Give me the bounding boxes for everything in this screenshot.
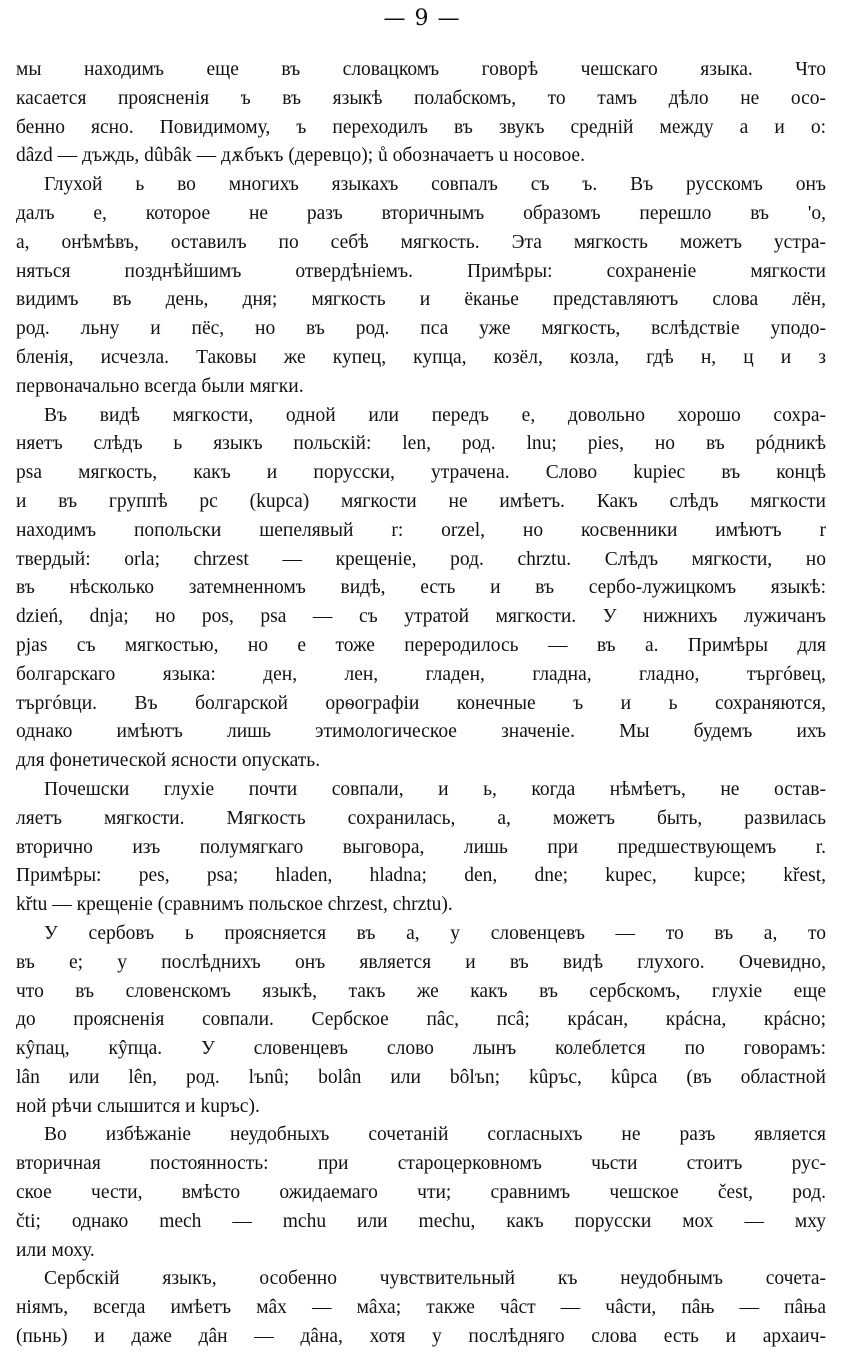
text-line: вторично изъ полумягкаго выговора, лишь при предшествующемъ r.: [16, 836, 826, 858]
text-line: въ е; у послѣднихъ онъ является и въ видѣ глухого. Очевидно,: [16, 951, 826, 973]
text-line: бленія, исчезла. Таковы же купец, купца, козёл, козла, гдѣ н, ц и з: [16, 346, 826, 368]
text-line: однако имѣютъ лишь этимологическое значеніе. Мы будемъ ихъ: [16, 721, 826, 743]
text-line: (пьнь) и даже дâн — дâна, хотя у послѣдняго слова есть и архаич-: [16, 1326, 826, 1348]
text-line: Примѣры: pes, psa; hladen, hladna; den, dne; kupec, kupce; křest,: [16, 865, 826, 887]
paragraph: [16, 171, 826, 401]
text-line: и въ группѣ pc (kupca) мягкости не имѣетъ. Какъ слѣдъ мягкости: [16, 490, 826, 512]
text-line: первоначально всегда были мягки.: [16, 375, 304, 397]
text-line: Глухой ь во многихъ языкахъ совпалъ съ ъ. Въ русскомъ онъ: [44, 174, 826, 196]
text-line: У сербовъ ь проясняется въ а, у словенцевъ — то въ а, то: [44, 922, 826, 944]
text-line: Въ видѣ мягкости, одной или передъ е, довольно хорошо сохра-: [44, 404, 826, 426]
text-line: мы находимъ еще въ словацкомъ говорѣ чешскаго языка. Что: [16, 59, 826, 80]
text-line: ляетъ мягкости. Мягкость сохранилась, а, можетъ быть, развилась: [16, 807, 826, 829]
text-line: въ нѣсколько затемненномъ видѣ, есть и въ сербо-лужицкомъ языкѣ:: [16, 577, 826, 599]
text-line: твердый: orla; chrzest — крещеніе, род. chrztu. Слѣдъ мягкости, но: [16, 548, 826, 570]
text-line: Во избѣжаніе неудобныхъ сочетаній согласныхъ не разъ является: [44, 1124, 826, 1146]
text-line: кŷпац, кŷпца. У словенцевъ слово лынъ колеблется по говорамъ:: [16, 1038, 826, 1060]
text-line: pjas съ мягкостью, но е тоже переродилось — въ а. Примѣры для: [16, 634, 826, 656]
text-line: ной рѣчи слышится и kupъc).: [16, 1095, 260, 1117]
text-line: или моху.: [16, 1239, 95, 1261]
paragraph: [16, 1265, 826, 1351]
paragraph: [16, 402, 826, 776]
text-line: для фонетической ясности опускать.: [16, 750, 321, 772]
text-line: křtu — крещеніе (сравнимъ польское chrzest, chrztu).: [16, 894, 453, 916]
text-line: касается проясненія ъ въ языкѣ полабскомъ, то тамъ дѣло не осо-: [16, 87, 826, 109]
text-line: видимъ въ день, дня; мягкость и ёканье представляютъ слова лён,: [16, 289, 826, 311]
text-line: Сербскій языкъ, особенно чувствительный къ неудобнымъ сочета-: [44, 1268, 826, 1290]
text-line: бенно ясно. Повидимому, ъ переходилъ въ звукъ средній между а и о:: [16, 116, 826, 138]
text-line: болгарскаго языка: ден, лен, гладен, гладна, гладно, търгóвец,: [16, 663, 826, 685]
text-line: Почешски глухіе почти совпали, и ь, когда нѣмѣетъ, не остав-: [44, 778, 826, 800]
text-line: dâzd — дъждь, dûbâk — дѫбъкъ (деревцо); ů обозначаетъ u носовое.: [16, 145, 585, 167]
text-line: род. льну и пёс, но въ род. пса уже мягкость, вслѣдствіе уподо-: [16, 318, 826, 340]
paragraph: [16, 776, 826, 920]
text-line: далъ е, которое не разъ вторичнымъ образомъ перешло въ 'о,: [16, 202, 826, 224]
text-line: няетъ слѣдъ ь языкъ польскій: len, род. lnu; pies, но въ рóдникѣ: [16, 433, 826, 455]
text-line: что въ словенскомъ языкѣ, такъ же какъ въ сербскомъ, глухіе еще: [16, 980, 826, 1002]
text-line: psa мягкость, какъ и порусски, утрачена. Слово kupiec въ концѣ: [16, 462, 826, 484]
text-line: до проясненія совпали. Сербское пâс, псâ; крáсан, крáсна, крáсно;: [16, 1009, 826, 1031]
text-line: находимъ попольски шепелявый r: orzel, но косвенники имѣютъ r: [16, 519, 826, 541]
text-line: dzień, dnja; но pos, psa — съ утратой мягкости. У нижнихъ лужичанъ: [16, 606, 826, 628]
text-line: вторичная постоянность: при староцерковномъ чьсти стоитъ рус-: [16, 1153, 826, 1175]
paragraph: [16, 920, 826, 1122]
text-line: ское чести, вмѣсто ожидаемаго чти; сравнимъ чешское čest, род.: [16, 1182, 826, 1204]
text-line: търгóвци. Въ болгарской орѳографіи конечные ъ и ь сохраняются,: [16, 692, 826, 714]
paragraph: [16, 56, 826, 171]
text-line: lân или lên, род. lъnû; bolân или bôlъn; kûpъc, kûpca (въ областной: [16, 1066, 826, 1088]
page-number: — 9 —: [383, 6, 461, 31]
text-line: няться позднѣйшимъ отвердѣніемъ. Примѣры: сохраненіе мягкости: [16, 260, 826, 282]
body-text: [16, 56, 826, 1352]
text-line: а, онѣмѣвъ, оставилъ по себѣ мягкость. Эта мягкость можетъ устра-: [16, 231, 826, 253]
text-line: čti; однако mech — mchu или mechu, какъ порусски мох — мху: [16, 1210, 826, 1232]
text-line: ніямъ, всегда имѣетъ мâх — мâха; также чâст — чâсти, пâњ — пâња: [16, 1297, 826, 1319]
paragraph: [16, 1121, 826, 1265]
